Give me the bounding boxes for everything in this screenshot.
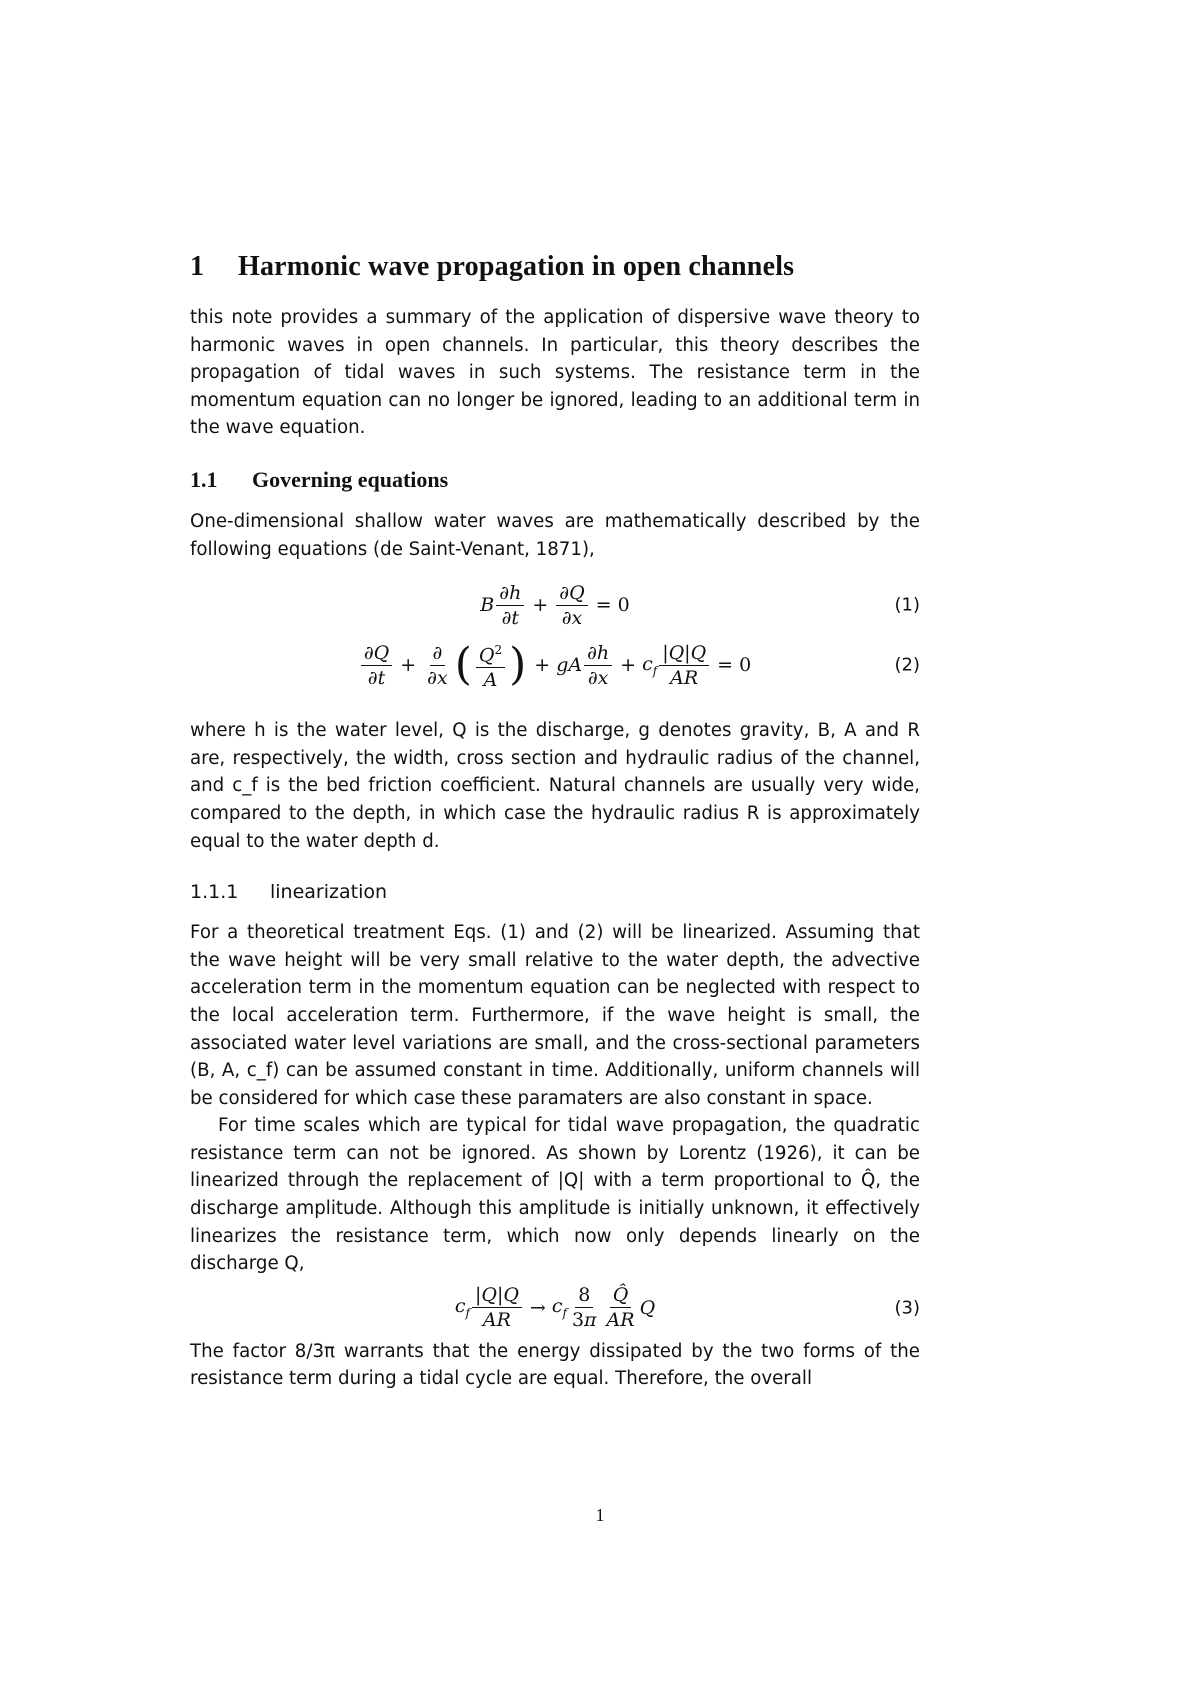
section-heading	[190, 250, 920, 284]
equation-2	[190, 633, 920, 697]
subsubsection-number: 1.1.1	[190, 881, 239, 904]
subsection-title: Governing equations	[252, 466, 449, 492]
equation-3-label: (3)	[894, 1297, 920, 1319]
subsubsection-title: linearization	[270, 881, 388, 904]
subsubsection-heading	[190, 879, 920, 905]
equation-1-label: (1)	[894, 594, 920, 616]
linearization-paragraph-2: For time scales which are typical for tidal wave propagation, the quadratic resistance term can not be ignored. As shown by Lorentz (1926), it can be linearized through the replacement of |Q| with a term proportional to Q̂, the discharge amplitude. Although this amplitude is initially unknown, it effectively linearizes the resistance term, which now only depends linearly on the discharge Q,	[190, 1115, 920, 1275]
section-title: Harmonic wave propagation in open channels	[238, 251, 795, 282]
equation-1-body: B $\frac{\partial h}{\partial t}$ + $\frac{\partial Q}{\partial x}$ = 0	[480, 581, 630, 629]
subsection-number: 1.1	[190, 466, 218, 492]
page-number: 1	[595, 1505, 605, 1525]
section-number: 1	[190, 251, 205, 282]
section-intro-paragraph: this note provides a summary of the application of dispersive wave theory to harmonic waves in open channels. In particular, this theory describes the propagation of tidal waves in such systems. The resistance term in the momentum equation can no longer be ignored, leading to an additional term in the wave equation.	[190, 307, 920, 439]
paper-page	[190, 250, 920, 1393]
subsection-after-equations-paragraph: where h is the water level, Q is the discharge, g denotes gravity, B, A and R are, respectively, the width, cross section and hydraulic radius of the channel, and c_f is the bed friction coefficient. Natural channels are usually very wide, compared to the depth, in which case the hydraulic radius R is approximately equal to the water depth d.	[190, 720, 920, 852]
equation-3	[190, 1278, 920, 1338]
subsection-heading	[190, 466, 920, 494]
equation-3-body: $c_f$ $\frac{|Q|Q}{AR}$ → $c_f$ $\frac{8}{3\pi}$ $\frac{Q̂}{AR}$ Q	[454, 1284, 656, 1332]
equation-2-label: (2)	[894, 654, 920, 676]
subsection-intro-paragraph: One-dimensional shallow water waves are mathematically described by the following equations (de Saint-Venant, 1871),	[190, 510, 920, 560]
equation-1	[190, 577, 920, 633]
linearization-paragraph-3: The factor 8/3π warrants that the energy dissipated by the two forms of the resistance term during a tidal cycle are equal. Therefore, the overall	[190, 1340, 920, 1390]
linearization-paragraph-1: For a theoretical treatment Eqs. (1) and (2) will be linearized. Assuming that the wave height will be very small relative to the water depth, the advective acceleration term in the momentum equation can be neglected with respect to the local acceleration term. Furthermore, if the wave height is small, the associated water level variations are small, and the cross-sectional parameters (B, A, c_f) can be assumed constant in time. Additionally, uniform channels will be considered for which case these paramaters are also constant in space.	[190, 922, 920, 1109]
equation-2-body: $\frac{\partial Q}{\partial t}$ + $\frac{\partial}{\partial x}$ ( $\frac{Q^2}{A}$ ) + gA $\frac{\partial h}{\partial x}$ + $c_f$ $\frac{|Q|Q}{AR}$ = 0	[190, 633, 920, 697]
